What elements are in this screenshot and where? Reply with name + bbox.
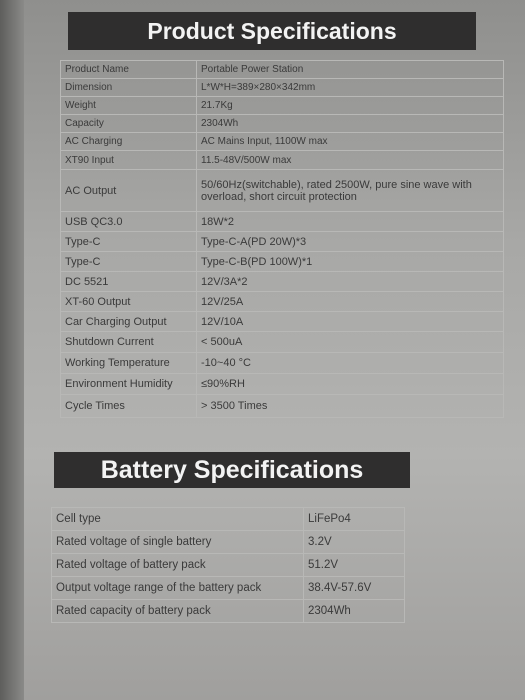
spec-value: 18W*2 [197, 212, 504, 232]
table-row [61, 252, 504, 272]
spec-value: ≤90%RH [197, 374, 504, 395]
spec-key: Rated voltage of battery pack [52, 554, 304, 577]
spec-value: 11.5-48V/500W max [197, 151, 504, 170]
table-row [61, 79, 504, 97]
spec-key: Cycle Times [61, 395, 197, 418]
spec-value: Type-C-A(PD 20W)*3 [197, 232, 504, 252]
battery-specifications-table [51, 507, 405, 623]
table-row [61, 170, 504, 212]
spec-key: XT90 Input [61, 151, 197, 170]
table-row [61, 151, 504, 170]
spec-key: Weight [61, 97, 197, 115]
spec-key: AC Charging [61, 133, 197, 151]
table-row [61, 115, 504, 133]
table-row [52, 531, 405, 554]
table-row [52, 600, 405, 623]
spec-value: Portable Power Station [197, 61, 504, 79]
spec-key: Shutdown Current [61, 332, 197, 353]
spec-key: Environment Humidity [61, 374, 197, 395]
table-row [61, 374, 504, 395]
spec-key: Capacity [61, 115, 197, 133]
spec-value: 50/60Hz(switchable), rated 2500W, pure sine wave with overload, short circuit protection [197, 170, 504, 212]
spec-value: Type-C-B(PD 100W)*1 [197, 252, 504, 272]
product-specifications-table [60, 60, 504, 418]
spec-key: Rated capacity of battery pack [52, 600, 304, 623]
spec-value: < 500uA [197, 332, 504, 353]
table-row [61, 133, 504, 151]
spec-value: 2304Wh [304, 600, 405, 623]
spec-key: XT-60 Output [61, 292, 197, 312]
spec-key: Rated voltage of single battery [52, 531, 304, 554]
table-row [61, 353, 504, 374]
table-row [61, 232, 504, 252]
spec-key: DC 5521 [61, 272, 197, 292]
table-row [61, 395, 504, 418]
table-row [52, 508, 405, 531]
spec-key: Car Charging Output [61, 312, 197, 332]
spec-value: 12V/10A [197, 312, 504, 332]
spec-value: 12V/25A [197, 292, 504, 312]
spec-value: L*W*H=389×280×342mm [197, 79, 504, 97]
spec-key: Output voltage range of the battery pack [52, 577, 304, 600]
table-row [52, 577, 405, 600]
spec-value: AC Mains Input, 1100W max [197, 133, 504, 151]
spec-value: > 3500 Times [197, 395, 504, 418]
spec-key: Dimension [61, 79, 197, 97]
table-row [61, 97, 504, 115]
spec-key: Type-C [61, 232, 197, 252]
spec-key: AC Output [61, 170, 197, 212]
product-specifications-title: Product Specifications [68, 12, 476, 50]
spec-key: Working Temperature [61, 353, 197, 374]
table-row [61, 332, 504, 353]
spec-value: 51.2V [304, 554, 405, 577]
spec-value: -10~40 °C [197, 353, 504, 374]
table-row [61, 312, 504, 332]
table-row [61, 272, 504, 292]
table-row [61, 61, 504, 79]
table-row [61, 292, 504, 312]
battery-specifications-title: Battery Specifications [54, 452, 410, 488]
spec-key: Cell type [52, 508, 304, 531]
spec-value: 12V/3A*2 [197, 272, 504, 292]
table-row [52, 554, 405, 577]
spec-key: USB QC3.0 [61, 212, 197, 232]
spec-value: LiFePo4 [304, 508, 405, 531]
spec-value: 38.4V-57.6V [304, 577, 405, 600]
spec-key: Type-C [61, 252, 197, 272]
spec-value: 2304Wh [197, 115, 504, 133]
table-row [61, 212, 504, 232]
spec-value: 3.2V [304, 531, 405, 554]
spec-value: 21.7Kg [197, 97, 504, 115]
spec-key: Product Name [61, 61, 197, 79]
page-edge [0, 0, 24, 700]
